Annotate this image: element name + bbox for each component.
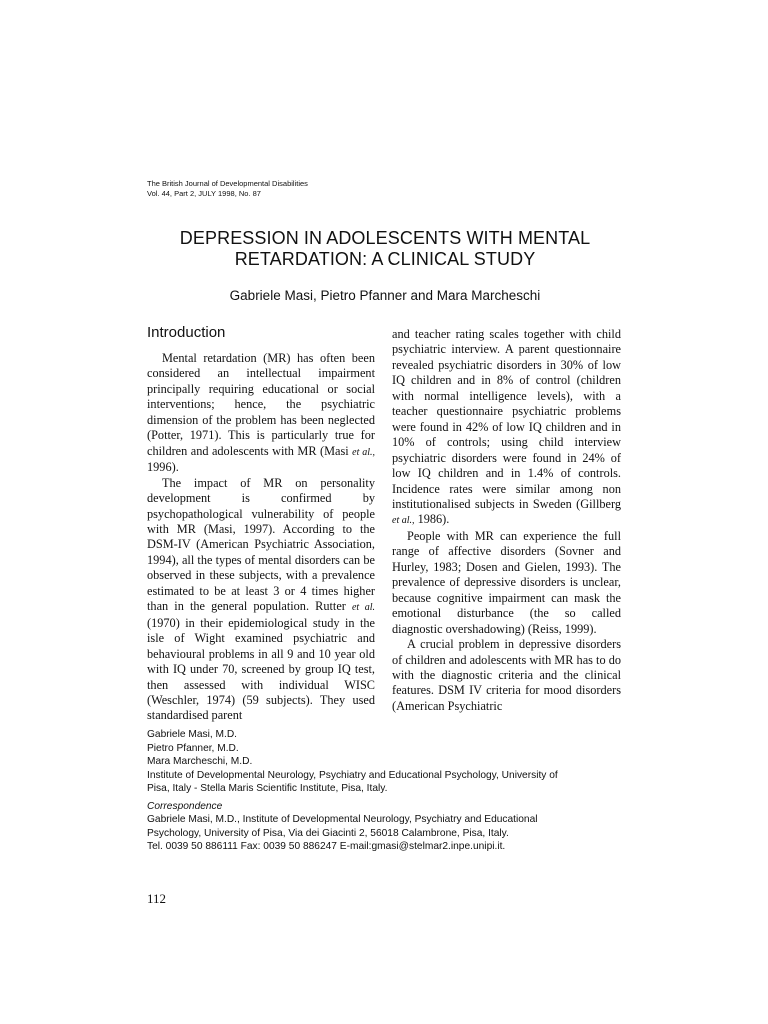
citation-etal: et al., bbox=[392, 515, 415, 527]
paragraph: People with MR can experience the full range of affective disorders (Sovner and Hurley, 1983; Dosen and Gielen, 1993). The prevalence of depressive disorders is unclear, because cognitive impairment can mask the emotional disturbance (the so called diagnostic overshadowing) (Reiss, 1999). bbox=[392, 528, 621, 636]
paragraph bbox=[147, 351, 375, 476]
citation-etal: et al. bbox=[351, 602, 376, 614]
institute-line: Pisa, Italy - Stella Maris Scientific Institute, Pisa, Italy. bbox=[147, 783, 388, 794]
paragraph-text: Mental retardation (MR) has often been considered an intellectual impairment principally requiring educational or social interventions; hence, the psychiatric dimension of the problem has been neglected (Potter, 1971). This is particularly true for children and adolescents with MR (Masi bbox=[147, 351, 375, 458]
paragraph bbox=[392, 327, 621, 529]
paragraph bbox=[147, 476, 375, 724]
journal-citation bbox=[147, 179, 308, 199]
correspondence-line: Gabriele Masi, M.D., Institute of Developmental Neurology, Psychiatry and Educational bbox=[147, 814, 538, 825]
left-column bbox=[147, 351, 375, 724]
institute-line: Institute of Developmental Neurology, Psychiatry and Educational Psychology, University of bbox=[147, 769, 558, 781]
citation-etal: et al., bbox=[352, 446, 375, 458]
correspondence-line: Psychology, University of Pisa, Via dei Giacinti 2, 56018 Calambrone, Pisa, Italy. bbox=[147, 827, 509, 839]
title-line-2: RETARDATION: A CLINICAL STUDY bbox=[234, 249, 536, 269]
author-list: Gabriele Masi, Pietro Pfanner and Mara Marcheschi bbox=[229, 288, 541, 303]
paragraph-text: and teacher rating scales together with child psychiatric interview. A parent questionnaire revealed psychiatric disorders in 30% of low IQ children and in 8% of control (children with normal intelligence levels), with a teacher questionnaire psychiatric problems were found in 42% of low IQ children and in 10% of controls; using child interview psychiatric disorders were found in 24% of low IQ children and in 1.4% of controls. Incidence rates were similar among non institutionalised subjects in Sweden (Gillberg bbox=[392, 327, 621, 511]
section-heading: Introduction bbox=[147, 324, 226, 341]
affiliation-author: Gabriele Masi, M.D. bbox=[147, 729, 238, 740]
paragraph: A crucial problem in depressive disorders of children and adolescents with MR has to do with the diagnostic criteria and the clinical features. DSM IV criteria for mood disorders (American Psychiatric bbox=[392, 637, 621, 713]
affiliation-author: Pietro Pfanner, M.D. bbox=[147, 742, 239, 754]
correspondence-label: Correspondence bbox=[147, 800, 223, 812]
page-number: 112 bbox=[147, 891, 167, 906]
journal-name: The British Journal of Developmental Disabilities bbox=[147, 179, 308, 188]
correspondence-contact: Tel. 0039 50 886111 Fax: 0039 50 886247 E-mail:gmasi@stelmar2.inpe.unipi.it. bbox=[147, 841, 506, 852]
author-affiliations bbox=[147, 728, 622, 854]
journal-volume: Vol. 44, Part 2, JULY 1998, No. 87 bbox=[147, 189, 261, 198]
affiliation-author: Mara Marcheschi, M.D. bbox=[147, 756, 253, 767]
paragraph-text: 1996). bbox=[147, 460, 179, 475]
paragraph-text: (1970) in their epidemiological study in the isle of Wight examined psychiatric and behavioural problems in all 9 and 10 year old with IQ under 70, screened by group IQ test, then assessed with individual WISC (Weschler, 1974) (59 subjects). They used standardised parent bbox=[147, 615, 375, 723]
article-title bbox=[120, 228, 650, 270]
right-column bbox=[392, 327, 621, 714]
paragraph-text: The impact of MR on personality development is confirmed by psychopathological vulnerability of people with MR (Masi, 1997). According to the DSM-IV (American Psychiatric Association, 1994), all the types of mental disorders can be observed in these subjects, with a prevalence estimated to be at least 3 or 4 times higher than in the general population. Rutter bbox=[147, 475, 375, 614]
title-line-1: DEPRESSION IN ADOLESCENTS WITH MENTAL bbox=[179, 228, 591, 248]
paragraph-text: 1986). bbox=[414, 512, 450, 527]
